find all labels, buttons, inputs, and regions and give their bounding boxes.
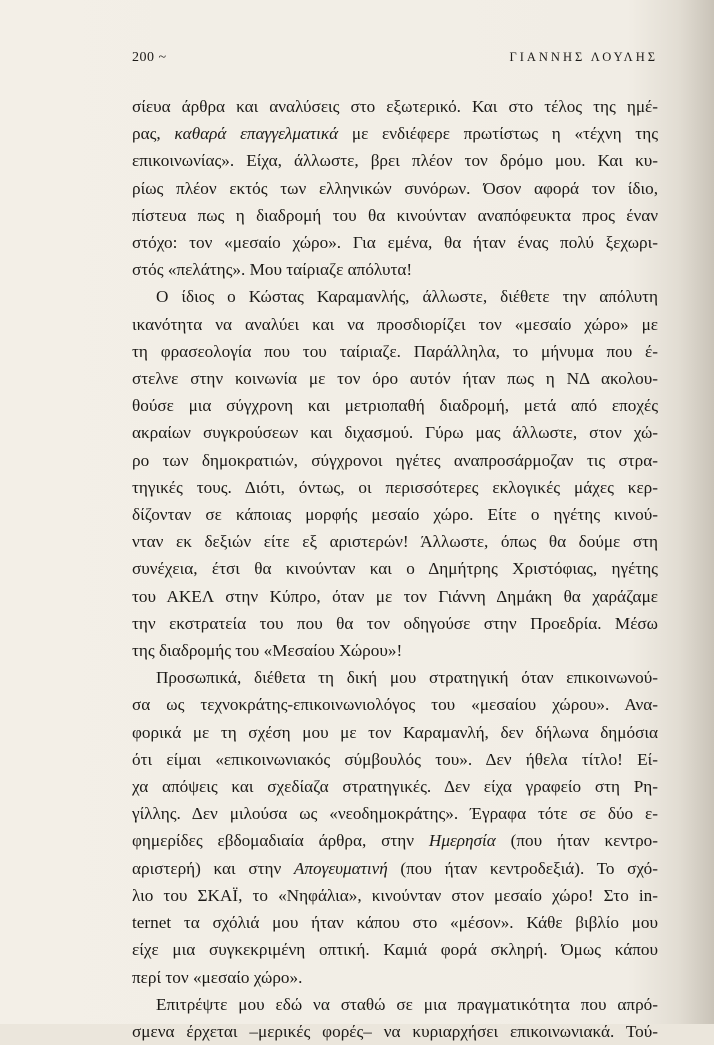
text-line: δίζονταν σε κάποιας μορφής μεσαίο χώρο. Είτε ο ηγέτης κινού-	[132, 505, 658, 525]
text-line: τη φρασεολογία που του ταίριαζε. Παράλληλα, το μήνυμα που έ-	[132, 341, 658, 361]
text-line: φημερίδες εβδομαδιαία άρθρα, στην Ημερησία (που ήταν κεντρο-	[132, 831, 658, 851]
text-line: θούσε μια σύγχρονη και μετριοπαθή διαδρομή, μετά από εποχές	[132, 396, 658, 416]
text-line: επικοινωνίας». Είχα, άλλωστε, βρει πλέον τον δρόμο μου. Και κυ-	[132, 151, 658, 171]
running-title: ΓΙΑΝΝΗΣ ΛΟΥΛΗΣ	[509, 50, 658, 64]
text-line: αριστερή) και στην Απογευματινή (που ήταν κεντροδεξιά). Το σχό-	[132, 858, 658, 878]
text-line: περί τον «μεσαίο χώρο».	[132, 967, 303, 987]
paragraph-start: Επιτρέψτε μου εδώ να σταθώ σε μια πραγματικότητα που απρό-	[156, 994, 658, 1014]
emphasis-text: καθαρά επαγγελματικά	[174, 124, 339, 144]
text-line: σα ως τεχνοκράτης-επικοινωνιολόγος του «μεσαίου χώρου». Ανα-	[132, 695, 658, 715]
text-line: ρίως πλέον εκτός των ελληνικών συνόρων. Όσον αφορά τον ίδιο,	[132, 178, 658, 198]
text-line: στελνε στην κοινωνία με τον όρο αυτόν ήταν πως η ΝΔ ακολου-	[132, 369, 658, 389]
text-line: ότι είμαι «επικοινωνιακός σύμβουλός του». Δεν ήθελα τίτλο! Εί-	[132, 749, 658, 769]
paragraph-start: Προσωπικά, διέθετα τη δική μου στρατηγική όταν επικοινωνού-	[156, 668, 658, 688]
newspaper-name: Ημερησία	[428, 831, 496, 851]
text-line: συνέχεια, έτσι θα κινούνταν και ο Δημήτρης Χριστόφιας, ηγέτης	[132, 559, 658, 579]
text-line: πίστευα πως η διαδρομή του θα κινούνταν αναπόφευκτα προς έναν	[132, 205, 658, 225]
text-line: της διαδρομής του «Μεσαίου Χώρου»!	[132, 641, 403, 661]
text-line: του ΑΚΕΛ στην Κύπρο, όταν με τον Γιάννη Δημάκη θα χαράζαμε	[132, 586, 658, 606]
text-line: φορικά με τη σχέση μου με τον Καραμανλή, δεν δήλωνα δημόσια	[132, 722, 658, 742]
text-line: χα απόψεις και σχεδίαζα στρατηγικές. Δεν είχα γραφείο στη Ρη-	[132, 777, 658, 797]
text-line: νταν εκ δεξιών είτε εξ αριστερών! Άλλωστε, όπως θα δούμε στη	[132, 532, 658, 552]
body-text	[132, 93, 658, 1045]
page-header	[132, 48, 658, 68]
text-line: στόχο: τον «μεσαίο χώρο». Για εμένα, θα ήταν ένας πολύ ξεχωρι-	[132, 233, 658, 253]
text-line: την εκστρατεία του που θα τον οδηγούσε στην Προεδρία. Μέσω	[132, 613, 658, 633]
text-line: είχε μια συγκεκριμένη οπτική. Καμιά φορά σκληρή. Όμως κάπου	[132, 940, 658, 960]
text-line: ρας, καθαρά επαγγελματικά με ενδιέφερε πρωτίστως η «τέχνη της	[132, 124, 658, 144]
text-line: ικανότητα να αναλύει και να προσδιορίζει τον «μεσαίο χώρο» με	[132, 314, 658, 334]
paragraph-start: Ο ίδιος ο Κώστας Καραμανλής, άλλωστε, διέθετε την απόλυτη	[156, 287, 658, 307]
text-line: σίευα άρθρα και αναλύσεις στο εξωτερικό. Και στο τέλος της ημέ-	[132, 97, 658, 116]
text-line: γίλλης. Δεν μιλούσα ως «νεοδημοκράτης». Έγραφα τότε σε δύο ε-	[132, 804, 658, 824]
page-number: 200 ~	[132, 50, 167, 65]
text-line: στός «πελάτης». Μου ταίριαζε απόλυτα!	[132, 260, 413, 280]
text-line: ternet τα σχόλιά μου ήταν κάπου στο «μέσον». Κάθε βιβλίο μου	[132, 913, 658, 933]
text-line: ακραίων συγκρούσεων και διχασμού. Γύρω μας άλλωστε, στον χώ-	[132, 423, 658, 443]
text-line: ρο των δημοκρατιών, σύγχρονοι ηγέτες αναπροσάρμοζαν τις στρα-	[132, 450, 658, 470]
text-line: τηγικές τους. Διότι, όντως, οι περισσότερες εκλογικές μάχες κερ-	[132, 477, 658, 497]
text-line: λιο του ΣΚΑΪ, το «Νηφάλια», κινούνταν στον μεσαίο χώρο! Στο in-	[132, 885, 658, 905]
newspaper-name: Απογευματινή	[293, 858, 388, 878]
text-line: σμενα έρχεται –μερικές φορές– να κυριαρχήσει επικοινωνιακά. Τού-	[132, 1021, 658, 1041]
